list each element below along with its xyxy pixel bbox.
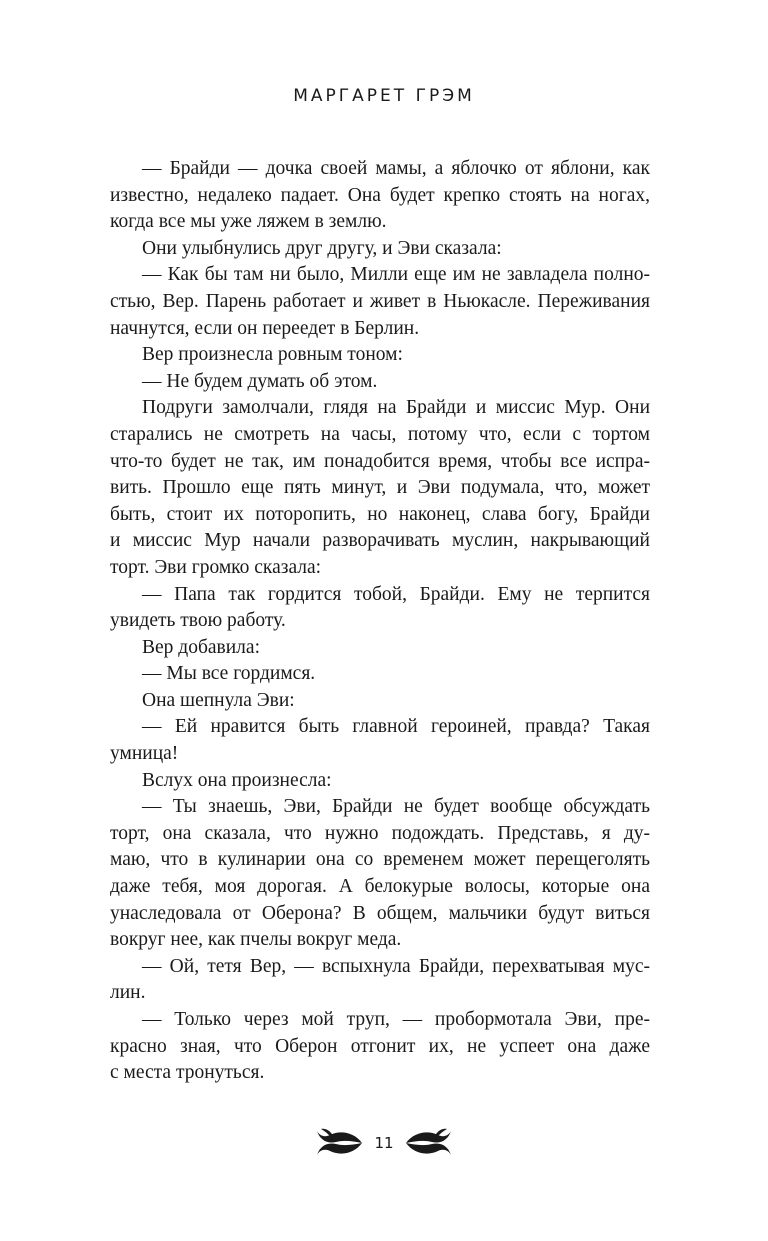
text-line: — Как бы там ни было, Милли еще им не завладела полно- — [142, 264, 650, 286]
text-line: — Только через мой труп, — пробормотала Эви, пре- — [142, 1009, 650, 1030]
text-line: стью, Вер. Парень работает и живет в Ньюкасле. Переживания — [110, 290, 650, 312]
text-line: что-то будет не так, им понадобится время, чтобы все испра- — [110, 450, 650, 472]
text-line: вокруг нее, как пчелы вокруг меда. — [110, 929, 402, 951]
text-line: лин. — [110, 982, 146, 1004]
text-line: торт, она сказала, что нужно подождать. Представь, я ду- — [110, 822, 650, 844]
text-line: с места тронуться. — [110, 1062, 265, 1084]
page-number: 11 — [374, 1134, 394, 1152]
text-line: и миссис Мур начали разворачивать муслин, накрывающий — [110, 530, 650, 552]
text-line: старались не смотреть на часы, потому что, если с тортом — [110, 423, 650, 445]
text-line: красно зная, что Оберон отгонит их, не успеет она даже — [110, 1035, 650, 1057]
text-line: увидеть твою работу. — [110, 610, 286, 632]
text-line: — Ты знаешь, Эви, Брайди не будет вообще обсуждать — [142, 796, 650, 818]
text-line: — Папа так гордится тобой, Брайди. Ему не терпится — [142, 583, 650, 605]
text-line: Вер добавила: — [142, 636, 260, 658]
running-head: МАРГАРЕТ ГРЭМ — [293, 86, 475, 106]
text-line: когда все мы уже ляжем в землю. — [110, 211, 387, 233]
right-flourish-icon — [404, 1126, 454, 1160]
text-line: — Не будем думать об этом. — [142, 370, 378, 392]
text-line: торт. Эви громко сказала: — [110, 556, 322, 578]
left-flourish-icon — [314, 1126, 364, 1160]
text-line: — Мы все гордимся. — [142, 663, 316, 685]
text-line: унаследовала от Оберона? В общем, мальчики будут виться — [110, 902, 650, 924]
text-line: — Брайди — дочка своей мамы, а яблочко от яблони, как — [142, 158, 650, 179]
text-line: известно, недалеко падает. Она будет крепко стоять на ногах, — [110, 184, 650, 206]
text-line: умница! — [110, 743, 179, 765]
text-line: Вслух она произнесла: — [142, 769, 332, 791]
text-line: вить. Прошло еще пять минут, и Эви подумала, что, может — [110, 477, 650, 499]
text-line: Она шепнула Эви: — [142, 689, 295, 711]
page-folio — [0, 1126, 768, 1166]
text-line: Подруги замолчали, глядя на Брайди и миссис Мур. Они — [142, 397, 650, 419]
text-line: — Ой, тетя Вер, — вспыхнула Брайди, перехватывая мус- — [142, 955, 650, 977]
text-line: Вер произнесла ровным тоном: — [142, 344, 403, 366]
text-line: маю, что в кулинарии она со временем может перещеголять — [110, 849, 650, 871]
body-text — [110, 156, 650, 1087]
text-line: начнутся, если он переедет в Берлин. — [110, 317, 420, 339]
text-line: быть, стоит их поторопить, но наконец, слава богу, Брайди — [110, 503, 650, 525]
text-line: Они улыбнулись друг другу, и Эви сказала: — [142, 237, 502, 259]
text-line: даже тебя, моя дорогая. А белокурые волосы, которые она — [110, 876, 650, 898]
text-line: — Ей нравится быть главной героиней, правда? Такая — [142, 716, 650, 738]
